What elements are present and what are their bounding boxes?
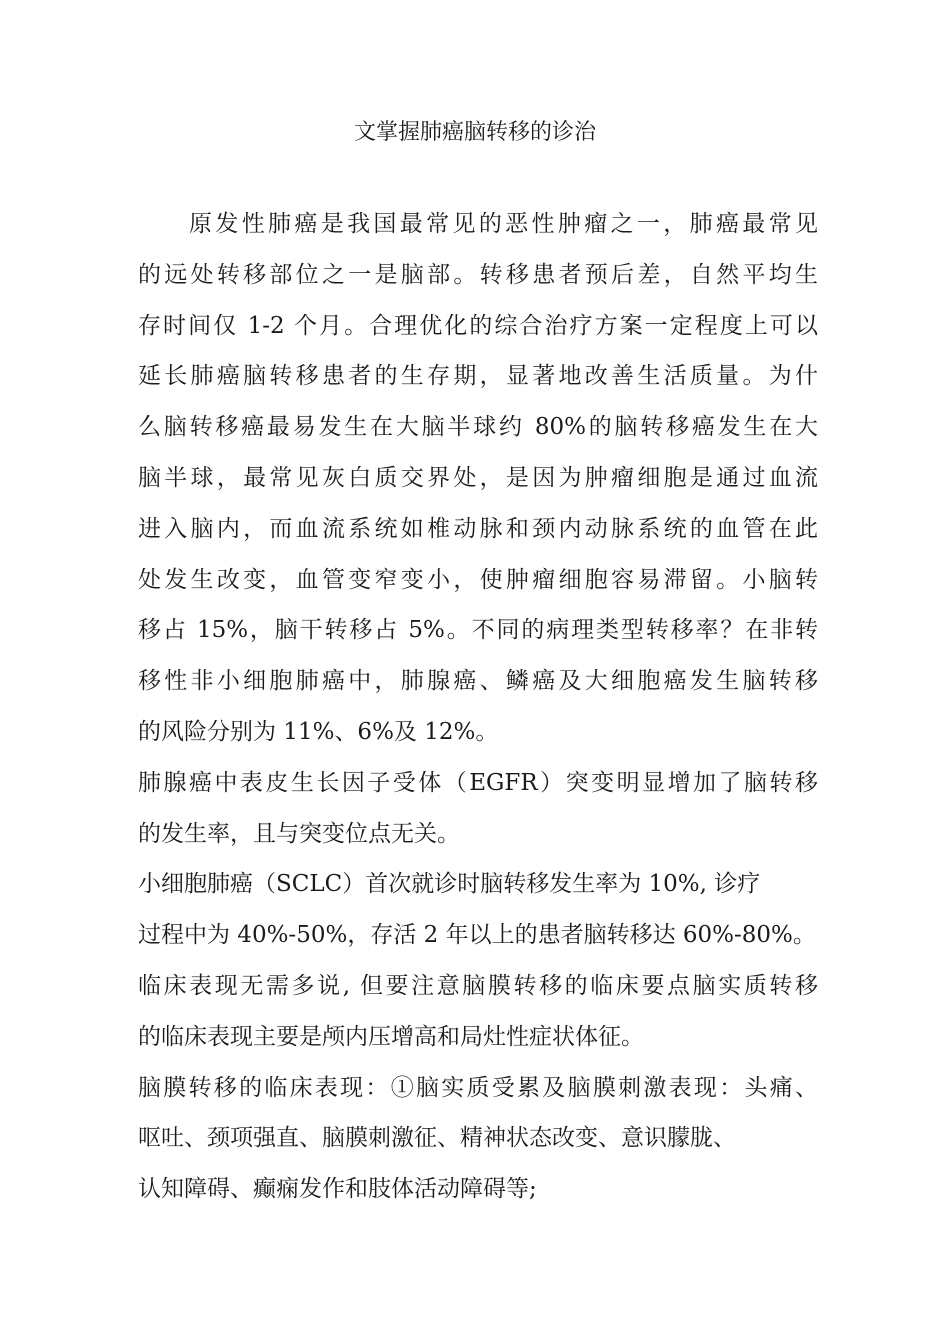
text-line: 进入脑内，而血流系统如椎动脉和颈内动脉系统的血管在此 [138,515,818,542]
text-line: 临床表现无需多说, 但要注意脑膜转移的临床要点脑实质转移 [138,972,818,999]
text-line: 肺腺癌中表皮生长因子受体（EGFR）突变明显增加了脑转移 [138,769,818,796]
text-line: 的临床表现主要是颅内压增高和局灶性症状体征。 [138,1023,644,1050]
text-line: 存时间仅 1-2 个月。合理优化的综合治疗方案一定程度上可以 [138,312,818,339]
text-line: 么脑转移癌最易发生在大脑半球约 80%的脑转移癌发生在大 [138,414,818,441]
text-line: 移性非小细胞肺癌中，肺腺癌、鳞癌及大细胞癌发生脑转移 [138,668,818,695]
text-line: 的发生率，且与突变位点无关。 [138,820,460,847]
text-line: 处发生改变，血管变窄变小，使肿瘤细胞容易滞留。小脑转 [138,566,818,593]
text-line: 脑膜转移的临床表现：①脑实质受累及脑膜刺激表现：头痛、 [138,1074,818,1101]
text-line: 小细胞肺癌（SCLC）首次就诊时脑转移发生率为 10%, 诊疗 [138,871,761,898]
document-body [138,206,818,1222]
text-line: 延长肺癌脑转移患者的生存期，显著地改善生活质量。为什 [138,363,818,390]
text-line: 呕吐、颈项强直、脑膜刺激征、精神状态改变、意识朦胧、 [138,1125,736,1152]
text-line: 的远处转移部位之一是脑部。转移患者预后差，自然平均生 [138,261,818,288]
text-line: 过程中为 40%-50%，存活 2 年以上的患者脑转移达 60%-80%。 [138,922,816,949]
text-line: 原发性肺癌是我国最常见的恶性肿瘤之一，肺癌最常见 [189,211,818,237]
text-line: 认知障碍、癫痫发作和肢体活动障碍等; [138,1176,537,1203]
text-line: 的风险分别为 11%、6%及 12%。 [138,718,499,745]
text-line: 脑半球，最常见灰白质交界处，是因为肿瘤细胞是通过血流 [138,464,818,491]
text-line: 移占 15%，脑干转移占 5%。不同的病理类型转移率？在非转 [138,617,818,644]
document-title: 文掌握肺癌脑转移的诊治 [353,120,596,145]
